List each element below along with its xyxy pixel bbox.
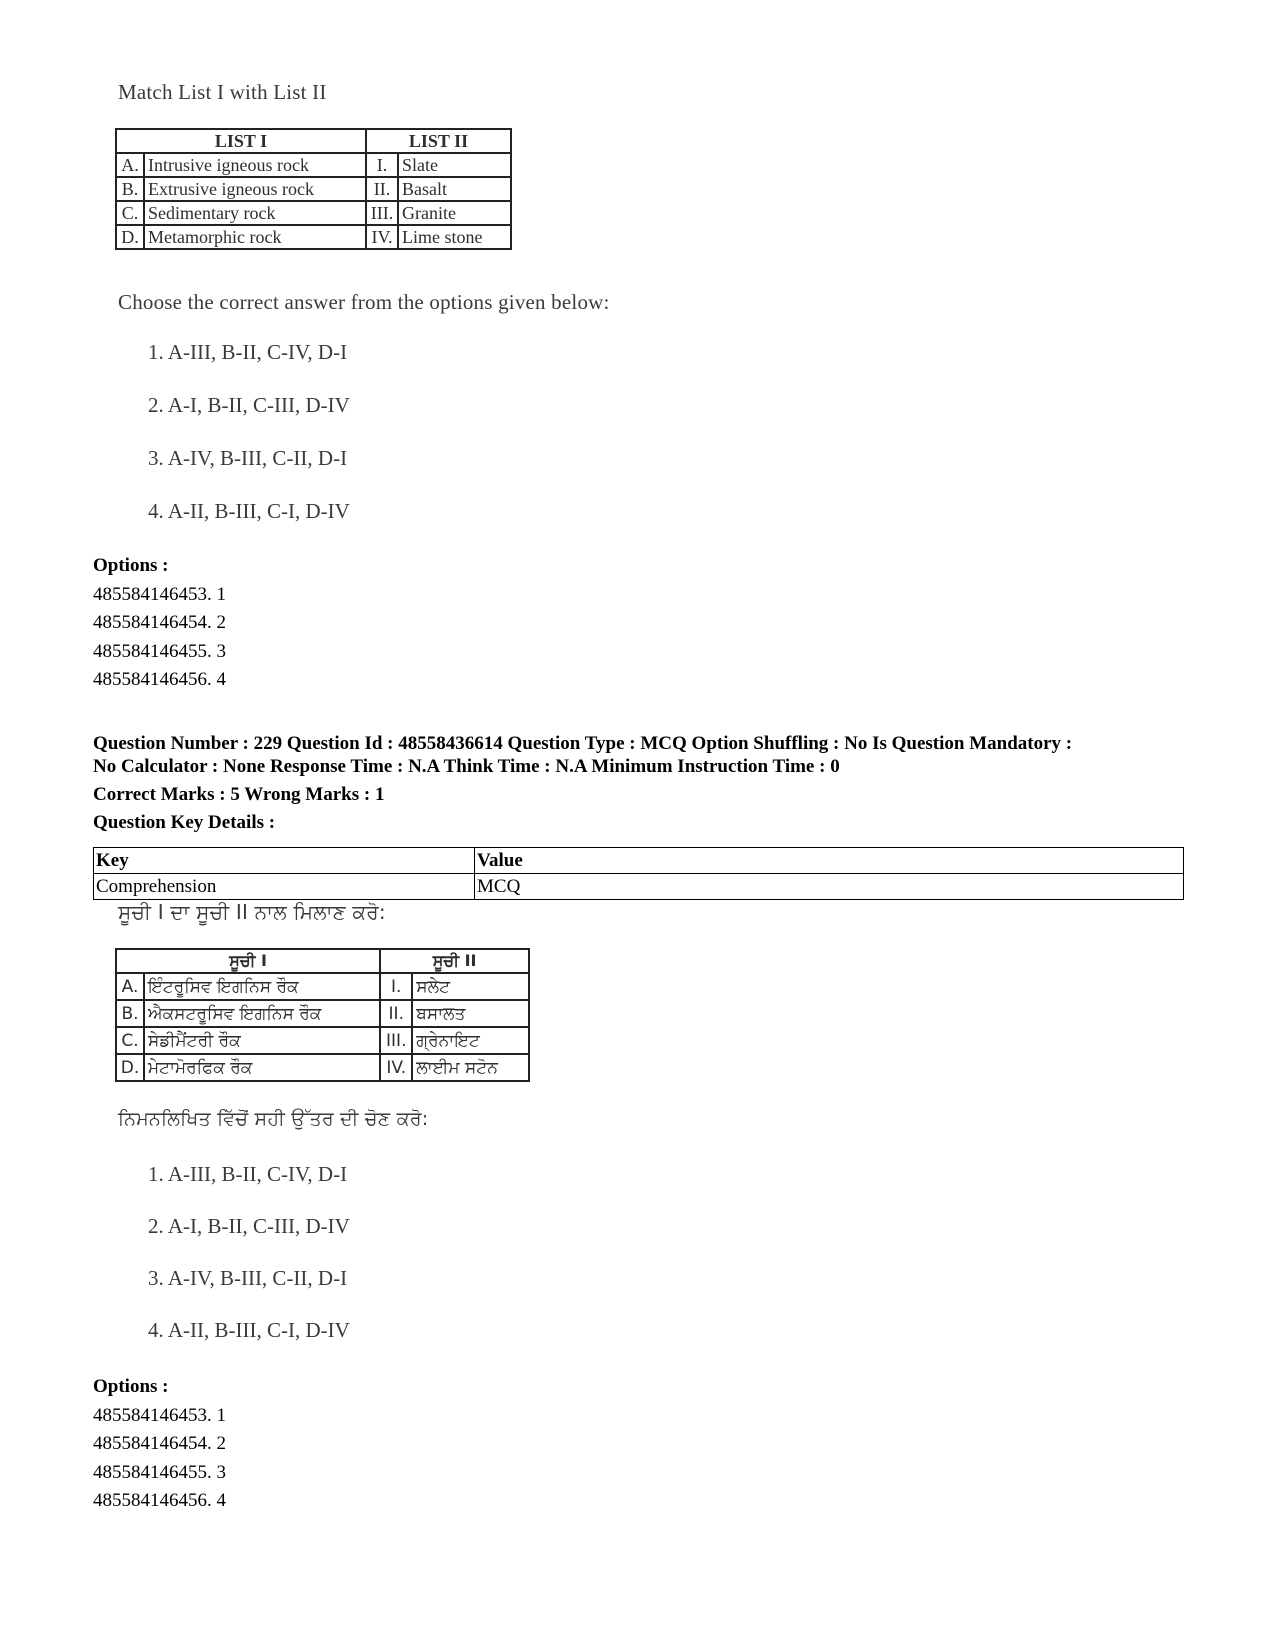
answer-choice: 2. A-I, B-II, C-III, D-IV	[148, 1214, 350, 1238]
option-item: 485584146454. 2	[93, 612, 226, 633]
option-item: 485584146456. 4	[93, 669, 226, 690]
option-item: 485584146453. 1	[93, 583, 226, 605]
list-1-header: LIST I	[116, 129, 366, 153]
table-row: B. Extrusive igneous rock II. Basalt	[116, 177, 511, 201]
options-section	[93, 552, 226, 695]
table-row: C. ਸੇਡੀਮੈਂਟਰੀ ਰੌਕ III. ਗ੍ਰੇਨਾਇਟ	[116, 1027, 529, 1054]
match-prompt: Match List I with List II	[118, 80, 327, 104]
option-item: 485584146454. 2	[93, 1433, 226, 1454]
marks-line: Correct Marks : 5 Wrong Marks : 1	[93, 784, 385, 805]
table-row: B. ਐਕਸਟਰੂਸਿਵ ਇਗਨਿਸ ਰੌਕ II. ਬਸਾਲਤ	[116, 1000, 529, 1027]
options-section	[93, 1373, 226, 1516]
table-row: A. ਇੰਟਰੂਸਿਵ ਇਗਨਿਸ ਰੌਕ I. ਸਲੇਟ	[116, 973, 529, 1000]
key-table	[93, 847, 1184, 900]
table-row: D. ਮੇਟਾਮੋਰਫਿਕ ਰੌਕ IV. ਲਾਈਮ ਸਟੋਨ	[116, 1054, 529, 1081]
options-label: Options :	[93, 555, 169, 576]
answer-choice: 1. A-III, B-II, C-IV, D-I	[148, 340, 348, 364]
match-prompt: ਸੂਚੀ I ਦਾ ਸੂਚੀ II ਨਾਲ ਮਿਲਾਣ ਕਰੋ:	[118, 900, 386, 924]
options-label: Options :	[93, 1376, 169, 1397]
list-2-header: ਸੂਚੀ II	[380, 949, 529, 973]
option-item: 485584146455. 3	[93, 1461, 226, 1483]
value-header: Value	[475, 848, 1184, 874]
table-row: D. Metamorphic rock IV. Lime stone	[116, 225, 511, 249]
answer-instruction: ਨਿਮਨਲਿਖਿਤ ਵਿੱਚੋਂ ਸਹੀ ਉੱਤਰ ਦੀ ਚੋਣ ਕਰੋ:	[118, 1108, 429, 1130]
key-header: Key	[94, 848, 475, 874]
answer-choice: 4. A-II, B-III, C-I, D-IV	[148, 1318, 350, 1342]
answer-choice: 4. A-II, B-III, C-I, D-IV	[148, 499, 350, 523]
answer-instruction: Choose the correct answer from the options given below:	[118, 290, 610, 314]
answer-choice: 3. A-IV, B-III, C-II, D-I	[148, 446, 348, 470]
list-1-header: ਸੂਚੀ I	[116, 949, 380, 973]
match-table	[115, 948, 530, 1082]
answer-choice: 1. A-III, B-II, C-IV, D-I	[148, 1162, 348, 1186]
key-details-label: Question Key Details :	[93, 812, 276, 833]
table-row: C. Sedimentary rock III. Granite	[116, 201, 511, 225]
meta-line-2: No Calculator : None Response Time : N.A Think Time : N.A Minimum Instruction Time : 0	[93, 756, 840, 777]
table-row: Comprehension MCQ	[94, 874, 1184, 900]
option-item: 485584146456. 4	[93, 1490, 226, 1511]
table-row: A. Intrusive igneous rock I. Slate	[116, 153, 511, 177]
answer-choice: 3. A-IV, B-III, C-II, D-I	[148, 1266, 348, 1290]
meta-line-1: Question Number : 229 Question Id : 48558436614 Question Type : MCQ Option Shuffling : No Is Question Mandatory :	[93, 733, 1073, 754]
match-table	[115, 128, 512, 250]
option-item: 485584146453. 1	[93, 1404, 226, 1426]
question-meta	[93, 732, 1193, 778]
list-2-header: LIST II	[366, 129, 511, 153]
answer-choice: 2. A-I, B-II, C-III, D-IV	[148, 393, 350, 417]
option-item: 485584146455. 3	[93, 640, 226, 662]
